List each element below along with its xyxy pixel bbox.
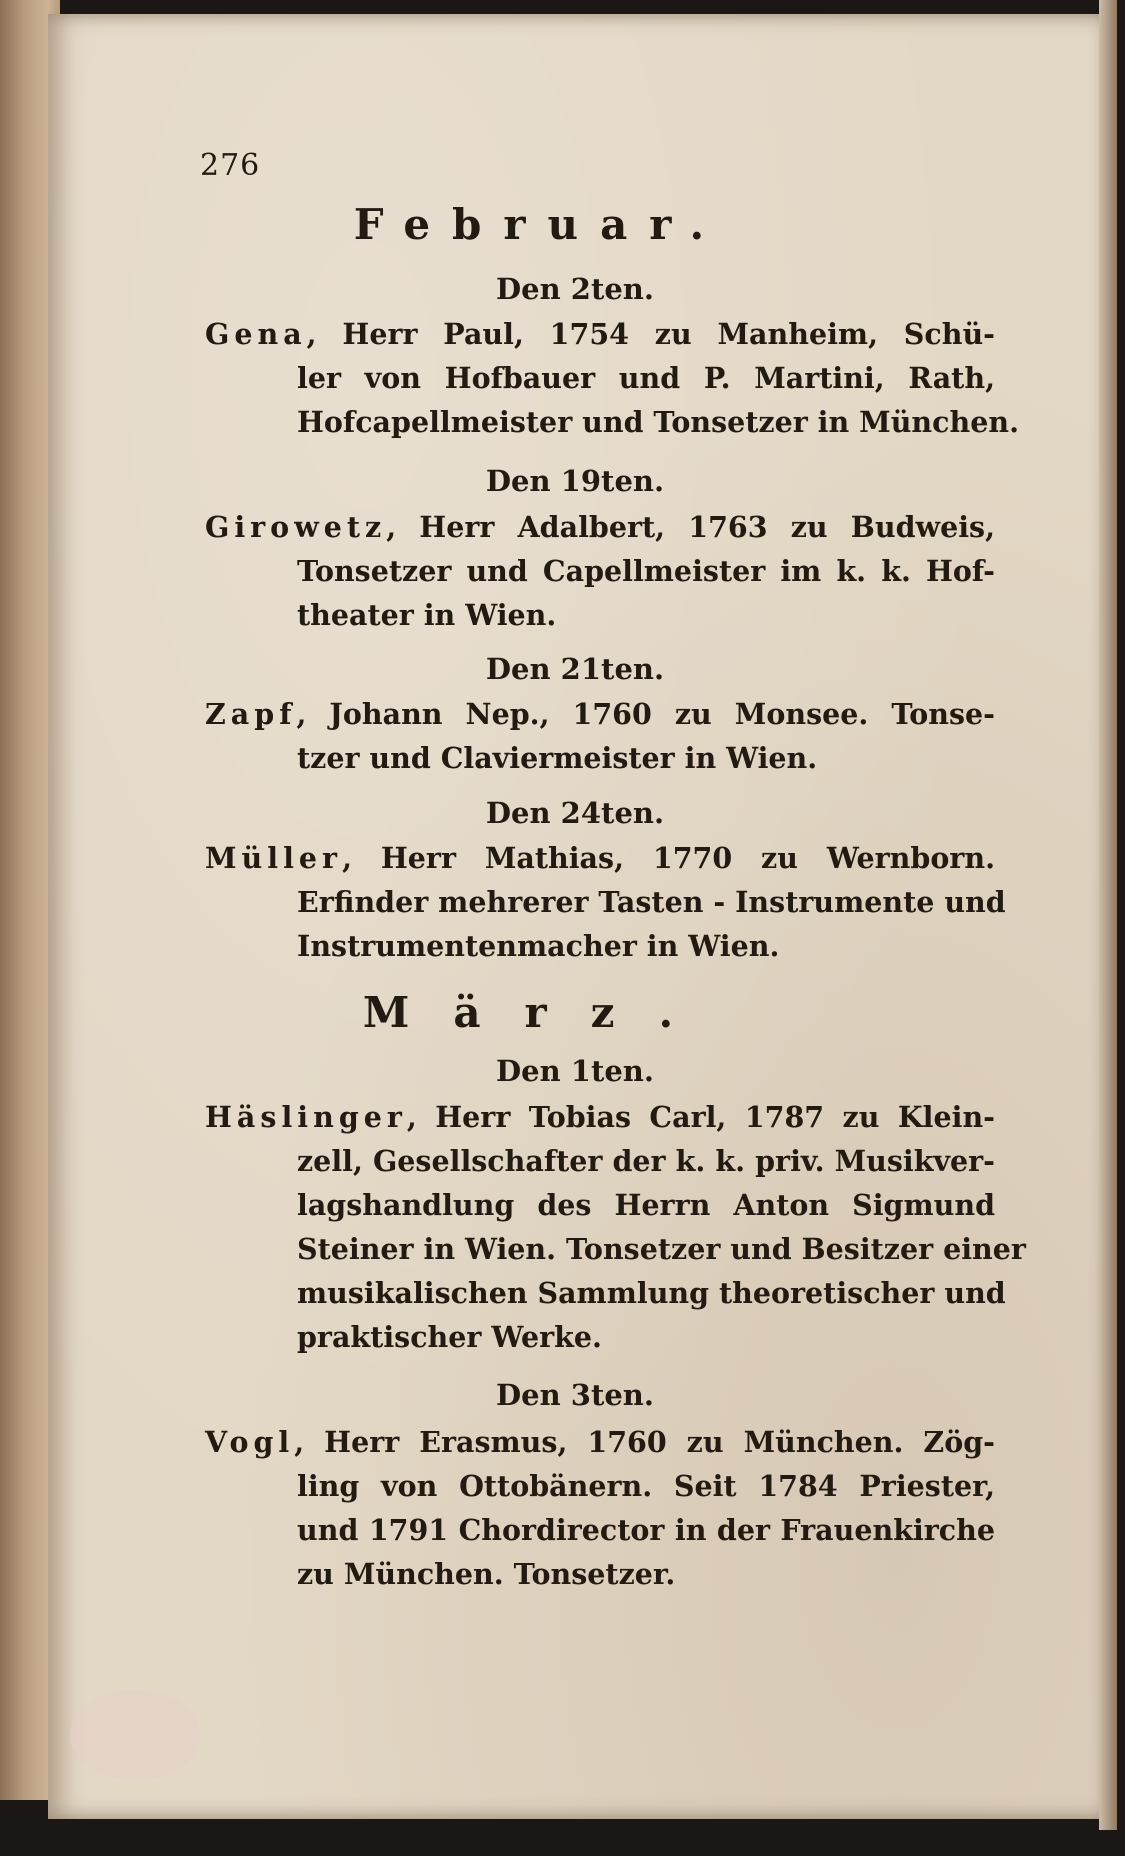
entry-text: , Herr Adalbert, 1763 zu Budweis,: [386, 510, 995, 544]
page-number: 276: [200, 148, 261, 183]
month-heading-februar: Februar.: [353, 200, 727, 249]
biography-entry: [205, 836, 1006, 968]
entry-text: , Herr Paul, 1754 zu Manheim, Schü-: [306, 317, 995, 351]
entry-line: Instrumentenmacher in Wien.: [297, 929, 780, 963]
entry-surname: Müller: [205, 841, 343, 875]
entry-line: Steiner in Wien. Tonsetzer und Besitzer einer: [297, 1232, 1026, 1266]
entry-line: Tonsetzer und Capellmeister im k. k. Hof-: [297, 554, 995, 588]
biography-entry: [205, 1095, 1026, 1359]
entry-line: Erfinder mehrerer Tasten - Instrumente und: [297, 885, 1006, 919]
biography-entry: [205, 1420, 995, 1596]
entry-line: [205, 312, 995, 356]
biography-entry: [205, 692, 995, 780]
entry-surname: Zapf: [205, 697, 297, 731]
entry-line: [205, 692, 995, 736]
entry-line: zell, Gesellschafter der k. k. priv. Musikver-: [297, 1144, 995, 1178]
date-heading: Den 2ten.: [496, 272, 654, 306]
page-stain: [70, 1690, 200, 1780]
entry-line: theater in Wien.: [297, 598, 557, 632]
entry-surname: Gena: [205, 317, 307, 351]
entry-text: , Herr Erasmus, 1760 zu München. Zög-: [294, 1425, 995, 1459]
entry-line: praktischer Werke.: [297, 1320, 602, 1354]
entry-text: , Johann Nep., 1760 zu Monsee. Tonse-: [296, 697, 995, 731]
month-heading-maerz: März.: [362, 988, 718, 1037]
entry-line: [205, 836, 995, 880]
entry-line: Hofcapellmeister und Tonsetzer in München.: [297, 405, 1019, 439]
entry-line: ler von Hofbauer und P. Martini, Rath,: [297, 361, 995, 395]
biography-entry: [205, 312, 1019, 444]
date-heading: Den 24ten.: [485, 796, 665, 830]
entry-line: ling von Ottobänern. Seit 1784 Priester,: [297, 1469, 995, 1503]
biography-entry: [205, 505, 995, 637]
entry-line: tzer und Claviermeister in Wien.: [297, 741, 818, 775]
entry-line: [205, 1420, 995, 1464]
entry-surname: Girowetz: [205, 510, 387, 544]
date-heading: Den 21ten.: [485, 652, 665, 686]
entry-surname: Vogl: [205, 1425, 295, 1459]
entry-surname: Häslinger: [205, 1100, 407, 1134]
entry-line: zu München. Tonsetzer.: [297, 1557, 676, 1591]
date-heading: Den 3ten.: [496, 1378, 654, 1412]
entry-line: musikalischen Sammlung theoretischer und: [297, 1276, 1006, 1310]
entry-text: , Herr Tobias Carl, 1787 zu Klein-: [406, 1100, 995, 1134]
date-heading: Den 19ten.: [485, 464, 665, 498]
entry-line: [205, 505, 995, 549]
entry-text: , Herr Mathias, 1770 zu Wernborn.: [342, 841, 995, 875]
entry-line: [205, 1095, 995, 1139]
entry-line: lagshandlung des Herrn Anton Sigmund: [297, 1188, 995, 1222]
entry-line: und 1791 Chordirector in der Frauenkirche: [297, 1513, 995, 1547]
date-heading: Den 1ten.: [496, 1054, 654, 1088]
